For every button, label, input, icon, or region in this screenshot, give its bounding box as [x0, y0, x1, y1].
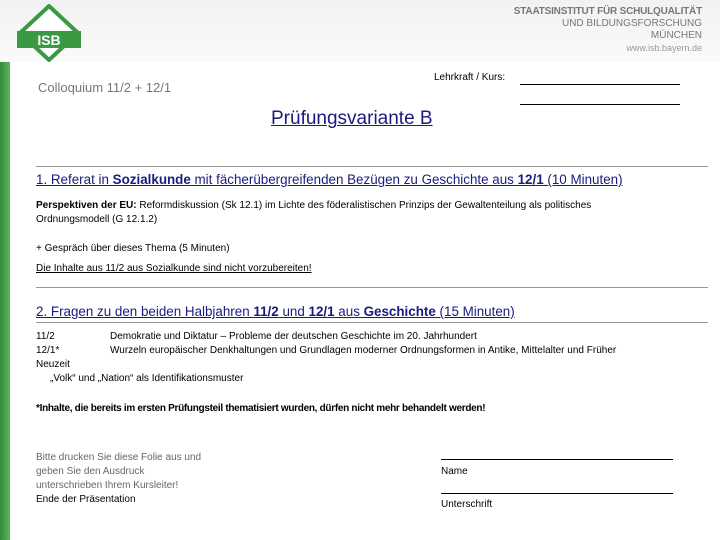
- end-of-presentation: Ende der Präsentation: [36, 494, 136, 505]
- section2-heading: 2. Fragen zu den beiden Halbjahren 11/2 und 12/1 aus Geschichte (15 Minuten): [36, 304, 515, 319]
- institute-line3: MÜNCHEN: [650, 30, 702, 41]
- print-instruction-2: geben Sie den Ausdruck: [36, 466, 145, 477]
- signature-label: Unterschrift: [441, 499, 493, 510]
- institute-url[interactable]: www.isb.bayern.de: [626, 43, 702, 53]
- logo-text: ISB: [37, 32, 61, 48]
- row-topic-2: Wurzeln europäischer Denkhaltungen und Grundlagen moderner Ordnungsformen in Antike, Mittelalter und Früher: [110, 345, 617, 356]
- extra-line: „Volk“ und „Nation“ als Identifikationsmuster: [50, 373, 244, 384]
- section1-note: Die Inhalte aus 11/2 aus Sozialkunde sind nicht vorzubereiten!: [36, 263, 312, 274]
- slide-title: Prüfungsvariante B: [271, 108, 433, 129]
- print-instruction-3: unterschrieben Ihrem Kursleiter!: [36, 480, 179, 491]
- institute-line2: UND BILDUNGSFORSCHUNG: [561, 18, 702, 29]
- left-accent-bar: [0, 62, 10, 540]
- footnote: *Inhalte, die bereits im ersten Prüfungsteil thematisiert wurden, dürfen nicht mehr behandelt werden!: [36, 403, 486, 414]
- perspective-text-2: Ordnungsmodell (G 12.1.2): [36, 214, 158, 225]
- perspective-text: Perspektiven der EU: Reformdiskussion (Sk 12.1) im Lichte des föderalistischen Prinzips der Gewaltenteilung als politisches: [36, 200, 592, 211]
- separator-1: [36, 166, 708, 167]
- teacher-line-1: [520, 84, 680, 85]
- signature-line: [441, 493, 673, 494]
- row-topic-1: Demokratie und Diktatur – Probleme der deutschen Geschichte im 20. Jahrhundert: [110, 331, 477, 342]
- name-line: [441, 459, 673, 460]
- colloquium-label: Colloquium 11/2 + 12/1: [38, 80, 172, 95]
- teacher-label: Lehrkraft / Kurs:: [434, 72, 506, 83]
- teacher-line-2: [520, 104, 680, 105]
- section1-heading: 1. Referat in Sozialkunde mit fächerübergreifenden Bezügen zu Geschichte aus 12/1 (10 Minuten): [36, 172, 623, 187]
- separator-2: [36, 287, 708, 288]
- row-term-3: Neuzeit: [36, 359, 70, 370]
- row-term-2: 12/1*: [36, 345, 60, 356]
- institute-line1: STAATSINSTITUT FÜR SCHULQUALITÄT: [513, 6, 702, 17]
- isb-logo: [14, 4, 84, 62]
- separator-3: [36, 322, 708, 323]
- conversation-text: + Gespräch über dieses Thema (5 Minuten): [36, 243, 230, 254]
- print-instruction-1: Bitte drucken Sie diese Folie aus und: [36, 452, 202, 463]
- row-term-1: 11/2: [36, 331, 55, 342]
- institute-block: [514, 6, 702, 54]
- name-label: Name: [441, 466, 468, 477]
